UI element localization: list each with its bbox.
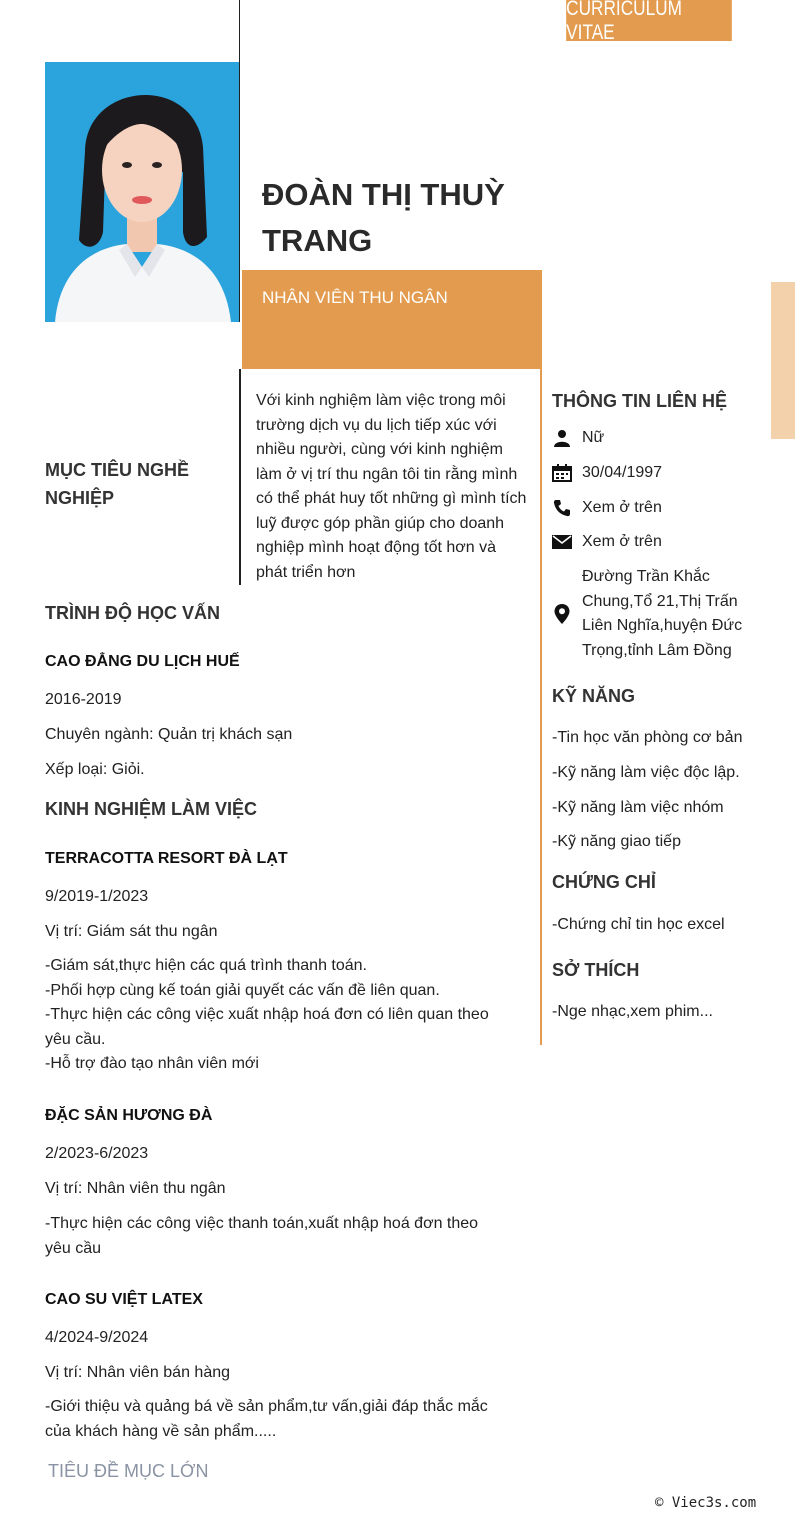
job-duties [45,954,495,1077]
education-grade: Xếp loại: Giỏi. [45,761,145,778]
education-years: 2016-2019 [45,691,122,708]
section-placeholder-heading: TIÊU ĐỀ MỤC LỚN [48,1461,209,1481]
job-duty: -Hỗ trợ đào tạo nhân viên mới [45,1055,259,1072]
job-period: 2/2023-6/2023 [45,1145,149,1162]
calendar-icon [552,463,572,483]
phone-value: Xem ở trên [582,499,662,516]
hobbies-heading: SỞ THÍCH [552,960,640,980]
location-pin-icon [552,604,572,624]
experience-heading: KINH NGHIỆM LÀM VIỆC [45,799,258,819]
job-duty: -Phối hợp cùng kế toán giải quyết các vấn đề liên quan. [45,981,440,999]
contact-address [552,565,762,663]
side-tab [771,282,795,439]
contact-birthday [552,461,662,486]
job-duties [45,1212,485,1261]
job-company: CAO SU VIỆT LATEX [45,1291,203,1308]
mail-icon [552,532,572,552]
birthday-value: 30/04/1997 [582,464,663,481]
skill-item: -Kỹ năng làm việc độc lập. [552,764,740,781]
contact-phone [552,496,662,521]
credit-text: © Viec3s.com [655,1495,757,1511]
job-period: 9/2019-1/2023 [45,888,149,905]
job-duties [45,1395,490,1444]
contact-gender [552,426,604,451]
divider-right-column [540,369,542,1045]
job-duty: -Giới thiệu và quảng bá về sản phẩm,tư vấn,giải đáp thắc mắc của khách hàng về sản phẩm..... [45,1398,488,1440]
phone-icon [552,498,572,518]
job-duty: -Thực hiện các công việc thanh toán,xuất nhập hoá đơn theo yêu cầu [45,1215,479,1257]
job-title-box [242,270,542,369]
profile-photo [45,62,239,322]
job-position: Vị trí: Giám sát thu ngân [45,923,218,940]
education-major: Chuyên ngành: Quản trị khách sạn [45,726,293,743]
objective-text: Với kinh nghiệm làm việc trong môi trường dịch vụ du lịch tiếp xúc với nhiều người, cùng với kinh nghiệm làm ở vị trí thu ngân tôi tin rằng mình có thể phát huy tốt những gì mình tích luỹ được góp phần giúp cho doanh nghiệp mình hoạt động tốt hơn và phát triển hơn [256,392,527,581]
skills-heading: KỸ NĂNG [552,686,636,706]
skill-item: -Tin học văn phòng cơ bản [552,729,743,746]
job-position: Vị trí: Nhân viên thu ngân [45,1180,226,1197]
hobby-item: -Nge nhạc,xem phim... [552,1003,713,1020]
certificate-item: -Chứng chỉ tin học excel [552,916,725,933]
education-school: CAO ĐẲNG DU LỊCH HUẾ [45,653,240,670]
candidate-name: ĐOÀN THỊ THUỲ TRANG [262,177,505,258]
job-title: NHÂN VIÊN THU NGÂN [262,288,448,307]
objective-heading: MỤC TIÊU NGHỀ NGHIỆP [45,460,189,508]
certificates-heading: CHỨNG CHỈ [552,872,656,892]
cv-badge: CURRICULUM VITAE [566,0,732,41]
gender-value: Nữ [582,429,605,446]
job-company: ĐẶC SẢN HƯƠNG ĐÀ [45,1107,213,1124]
contact-email [552,530,662,555]
job-duty: -Giám sát,thực hiện các quá trình thanh toán. [45,957,367,974]
job-company: TERRACOTTA RESORT ĐÀ LẠT [45,850,288,867]
email-value: Xem ở trên [582,533,662,550]
address-value: Đường Trần Khắc Chung,Tổ 21,Thị Trấn Liên Nghĩa,huyện Đức Trọng,tỉnh Lâm Đồng [582,568,743,659]
divider-objective [239,369,241,585]
contact-heading: THÔNG TIN LIÊN HỆ [552,391,727,411]
job-position: Vị trí: Nhân viên bán hàng [45,1364,231,1381]
skill-item: -Kỹ năng giao tiếp [552,833,681,850]
person-icon [552,428,572,448]
job-duty: -Thực hiện các công việc xuất nhập hoá đơn có liên quan theo yêu cầu. [45,1006,489,1048]
job-period: 4/2024-9/2024 [45,1329,149,1346]
divider-top [239,0,240,322]
skill-item: -Kỹ năng làm việc nhóm [552,799,724,816]
education-heading: TRÌNH ĐỘ HỌC VẤN [45,603,220,623]
